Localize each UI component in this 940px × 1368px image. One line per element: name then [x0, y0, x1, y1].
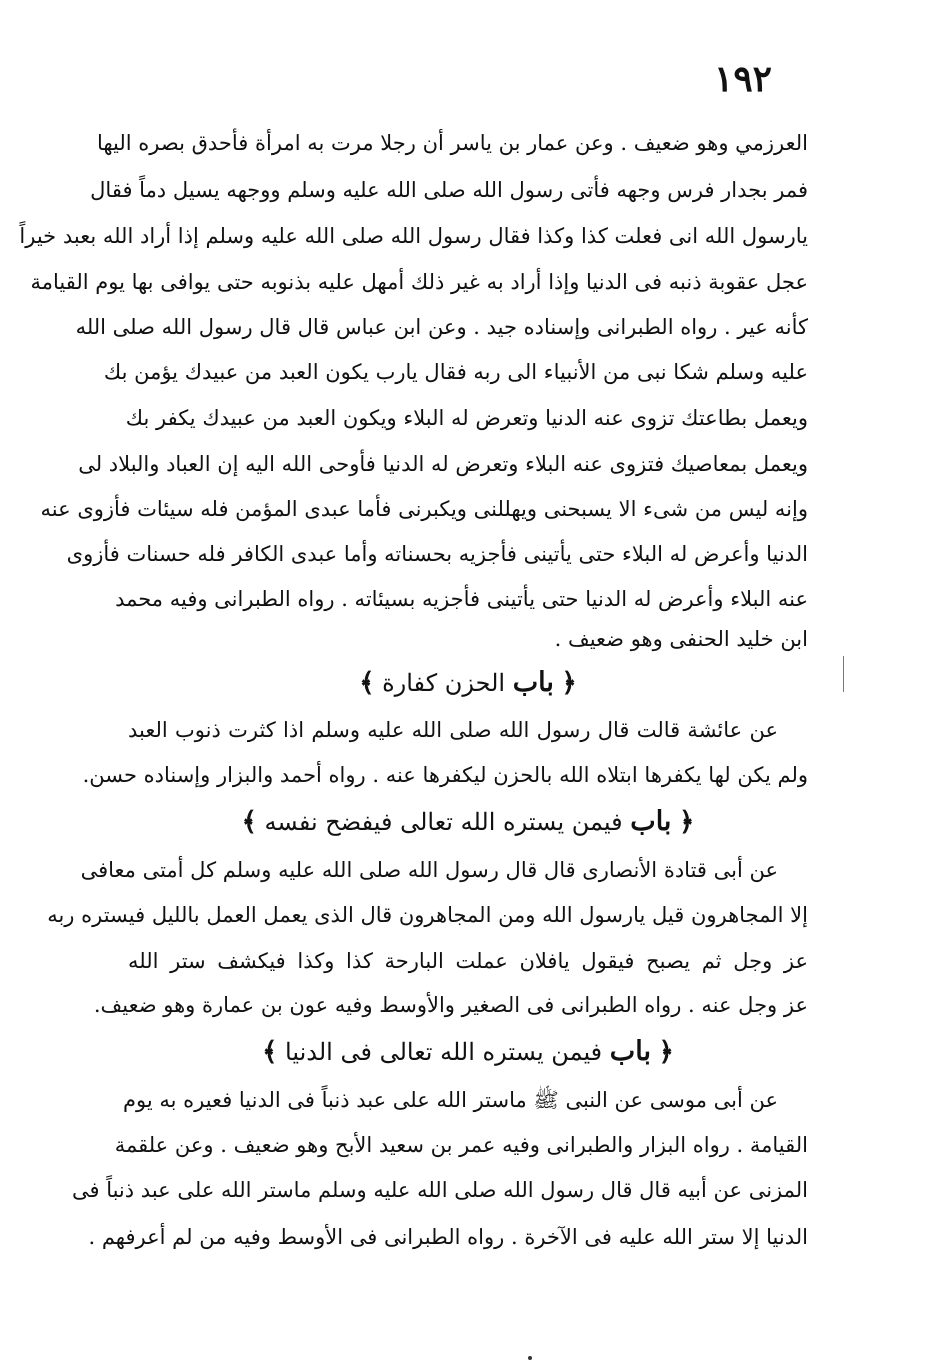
heading-bab: باب: [630, 806, 672, 837]
section-heading: [128, 805, 808, 839]
text-line: عليه وسلم شكا نبى من الأنبياء الى ربه فقال يارب يكون العبد من عبيدك يؤمن بك: [103, 360, 808, 384]
text-line: عن أبى قتادة الأنصارى قال قال رسول الله صلى الله عليه وسلم كل أمتى معافى: [80, 858, 778, 882]
text-line: المزنى عن أبيه قال قال رسول الله صلى الله عليه وسلم ماستر الله على عبد ذنباً فى: [71, 1178, 808, 1202]
text-line: ولم يكن لها يكفرها ابتلاه الله بالحزن ليكفرها عنه . رواه أحمد والبزار وإسناده حسن.: [82, 763, 808, 787]
heading-bracket-open: ﴿: [561, 668, 577, 698]
text-line: وإنه ليس من شىء الا يسبحنى ويهللنى ويكبرنى فأما عبدى المؤمن فله سيئات فأزوى عنه: [40, 497, 808, 521]
margin-rule: [843, 656, 844, 692]
heading-title: فيمن يستره الله تعالى فى الدنيا: [285, 1038, 603, 1066]
text-line: الدنيا وأعرض له البلاء حتى يأتينى فأجزيه بحسناته وأما عبدى الكافر فله حسنات فأزوى: [66, 542, 808, 566]
page-number: ١٩٢: [713, 58, 772, 100]
text-line: كأنه عير . رواه الطبرانى وإسناده جيد . وعن ابن عباس قال قال رسول الله صلى الله: [75, 315, 808, 339]
print-speck: [528, 1356, 532, 1360]
heading-title: فيمن يستره الله تعالى فيفضح نفسه: [264, 808, 623, 836]
heading-bab: باب: [512, 667, 554, 698]
text-line: القيامة . رواه البزار والطبرانى وفيه عمر بن سعيد الأبح وهو ضعيف . وعن علقمة: [114, 1133, 808, 1157]
heading-title: الحزن كفارة: [382, 669, 506, 697]
heading-bracket-close: ﴾: [262, 1037, 278, 1067]
text-line: ويعمل بمعاصيك فتزوى عنه البلاء وتعرض له الدنيا فأوحى الله اليه إن العباد والبلاد لى: [78, 452, 808, 476]
text-line: ويعمل بطاعتك تزوى عنه الدنيا وتعرض له البلاء ويكون العبد من عبيدك يكفر بك: [125, 406, 808, 430]
text-line: العرزمي وهو ضعيف . وعن عمار بن ياسر أن رجلا مرت به امرأة فأحدق بصره اليها: [96, 131, 808, 155]
text-line: عجل عقوبة ذنبه فى الدنيا وإذا أراد به غير ذلك أمهل عليه بذنوبه حتى يوافى بها يوم القيامة: [30, 270, 808, 294]
text-line: عن عائشة قالت قال رسول الله صلى الله عليه وسلم اذا كثرت ذنوب العبد: [128, 718, 778, 742]
text-line: عن أبى موسى عن النبى ﷺ ماستر الله على عبد ذنباً فى الدنيا فعيره به يوم: [122, 1088, 778, 1112]
heading-bracket-close: ﴾: [241, 807, 257, 837]
heading-bab: باب: [609, 1036, 651, 1067]
text-line: يارسول الله انى فعلت كذا وكذا فقال رسول الله صلى الله عليه وسلم إذا أراد الله بعبد خيراً: [19, 224, 808, 248]
text-line: الدنيا إلا ستر الله عليه فى الآخرة . رواه الطبرانى فى الأوسط وفيه من لم أعرفهم .: [88, 1225, 808, 1249]
text-line: ابن خليد الحنفى وهو ضعيف .: [554, 627, 808, 651]
section-heading: [128, 1035, 808, 1069]
heading-bracket-close: ﴾: [359, 668, 375, 698]
text-line: عز وجل ثم يصبح فيقول يافلان عملت البارحة كذا وكذا فيكشف ستر الله: [128, 949, 808, 973]
text-line: فمر بجدار فرس وجهه فأتى رسول الله صلى الله عليه وسلم ووجهه يسيل دماً فقال: [90, 178, 808, 202]
section-heading: [128, 666, 808, 700]
text-line: عز وجل عنه . رواه الطبرانى فى الصغير والأوسط وفيه عون بن عمارة وهو ضعيف.: [93, 993, 808, 1017]
text-line: إلا المجاهرون قيل يارسول الله ومن المجاهرون قال الذى يعمل العمل بالليل فيستره ربه: [47, 903, 808, 927]
text-line: عنه البلاء وأعرض له الدنيا حتى يأتينى فأجزيه بسيئاته . رواه الطبرانى وفيه محمد: [115, 587, 808, 611]
heading-bracket-open: ﴿: [658, 1037, 674, 1067]
heading-bracket-open: ﴿: [679, 807, 695, 837]
